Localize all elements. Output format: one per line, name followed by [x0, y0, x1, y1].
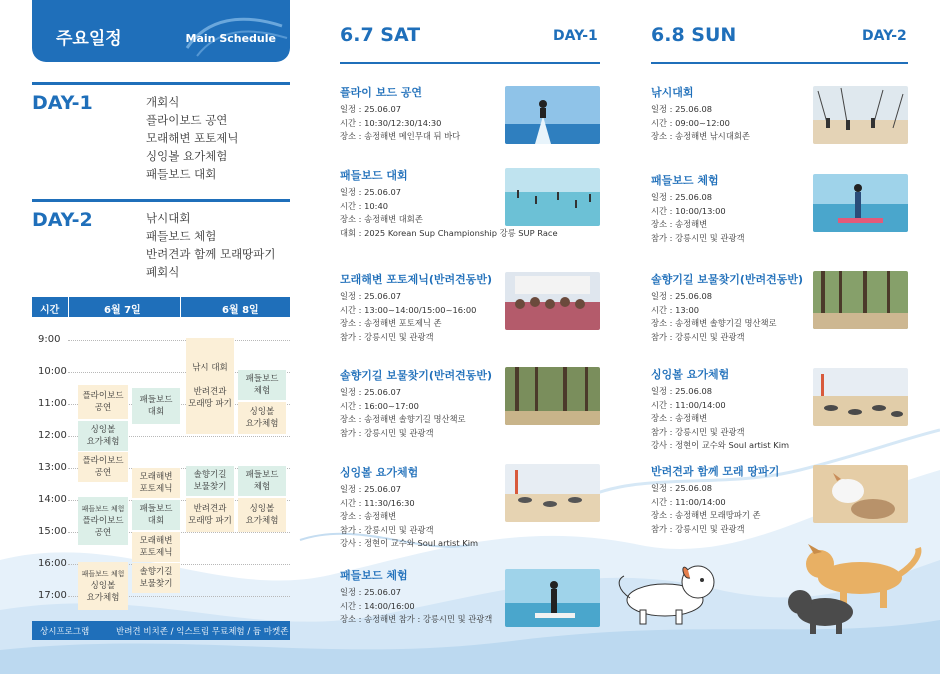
- time-label: 10:00: [38, 366, 67, 377]
- treasure-hunt-photo: [505, 367, 600, 425]
- event-title: 플라이 보드 공연: [340, 86, 423, 99]
- footer-label: 상시프로그램: [40, 627, 90, 637]
- schedule-block: 패들보드 대회: [132, 500, 180, 530]
- treasure-hunt-photo: [813, 271, 908, 329]
- event-card: 반려견과 함께 모래 땅파기 일정 : 25.06.08 시간 : 11:00/14:00 장소 : 송정해변 모래땅파기 존 참가 : 강릉시민 및 관광객: [651, 465, 780, 534]
- list-item: 패들보드 대회: [146, 167, 217, 181]
- list-item: 개회식: [146, 95, 180, 109]
- dog-illustration: [780, 540, 930, 640]
- schedule-header-tab: [32, 0, 290, 62]
- header-title-en: Main Schedule: [185, 32, 276, 45]
- schedule-block: 모래해변 포토제닉: [132, 532, 180, 562]
- time-label: 13:00: [38, 462, 67, 473]
- event-card: 패들보드 체험 일정 : 25.06.07 시간 : 14:00/16:00 장소 : 송정해변 참가 : 강릉시민 및 관광객: [340, 569, 493, 624]
- schedule-block: 솔향기길 보물찾기: [186, 466, 234, 496]
- schedule-block: 솔향기길 보물찾기: [132, 563, 180, 593]
- overview-day2-label: DAY-2: [32, 209, 93, 231]
- paddleboard-experience-photo: [505, 569, 600, 627]
- event-card: 패들보드 대회 일정 : 25.06.07 시간 : 10:40 장소 : 송정해변 대회존 대회 : 2025 Korean Sup Championship 강릉 SUP Race: [340, 169, 558, 238]
- day1-date: 6.7 SAT: [340, 24, 421, 46]
- list-item: 반려견과 함께 모래땅파기: [146, 247, 276, 261]
- event-title: 싱잉볼 요가체험: [651, 368, 730, 381]
- footer-items: 반려견 비치존 / 익스트림 무료체험 / 듐 마켓존: [116, 627, 289, 637]
- schedule-block: 플라이보드 공연: [78, 452, 128, 482]
- divider: [32, 199, 290, 202]
- timetable-head-day1: 6월 7일: [104, 305, 141, 316]
- schedule-block: 반려견과 모래땅 파기: [186, 498, 234, 532]
- timetable-footer: [32, 621, 290, 640]
- event-title: 패들보드 대회: [340, 169, 408, 182]
- list-item: 플라이보드 공연: [146, 113, 228, 127]
- event-card: 싱잉볼 요가체험 일정 : 25.06.08 시간 : 11:00/14:00 장소 : 송정해변 참가 : 강릉시민 및 관광객 강사 : 정현이 교수와 Soul artist Kim: [651, 368, 790, 450]
- event-title: 솔향기길 보물찾기(반려견동반): [651, 273, 804, 286]
- schedule-block: 낚시 대회 반려견과 모래땅 파기: [186, 338, 234, 434]
- fishing-photo: [813, 86, 908, 144]
- day2-tag: DAY-2: [862, 28, 907, 44]
- event-card: 싱잉볼 요가체험 일정 : 25.06.07 시간 : 11:30/16:30 장소 : 송정해변 참가 : 강릉시민 및 관광객 강사 : 정현이 교수와 Soul artist Kim: [340, 466, 479, 548]
- time-label: 12:00: [38, 430, 67, 441]
- event-card: 낚시대회 일정 : 25.06.08 시간 : 09:00~12:00 장소 : 송정해변 낚시대회존: [651, 86, 750, 141]
- schedule-block: 패들보드 대회: [132, 388, 180, 424]
- schedule-block: 싱잉볼 요가체험: [78, 421, 128, 451]
- list-item: 모래해변 포토제닉: [146, 131, 239, 145]
- event-card: 패들보드 체험 일정 : 25.06.08 시간 : 10:00/13:00 장소 : 송정해변 참가 : 강릉시민 및 관광객: [651, 174, 745, 243]
- event-title: 싱잉볼 요가체험: [340, 466, 419, 479]
- overview-day2-list: [146, 209, 276, 281]
- schedule-block: 패들보드 체험 플라이보드 공연: [78, 497, 128, 545]
- paddleboard-race-photo: [505, 168, 600, 226]
- schedule-block: 패들보드 체험: [238, 466, 286, 496]
- photogenic-photo: [505, 272, 600, 330]
- divider: [651, 62, 908, 64]
- timetable-head-time: 시간: [40, 305, 60, 316]
- overview-day1-list: [146, 93, 239, 183]
- timetable-header: [32, 297, 290, 317]
- schedule-block: 플라이보드 공연: [78, 385, 128, 419]
- event-card: 솔향기길 보물찾기(반려견동반) 일정 : 25.06.07 시간 : 16:00~17:00 장소 : 송정해변 솔향기길 명산책로 참가 : 강릉시민 및 관광객: [340, 369, 493, 438]
- dog-illustration: [610, 540, 730, 630]
- header-title-ko: 주요일정: [56, 29, 122, 49]
- divider: [340, 62, 600, 64]
- day1-tag: DAY-1: [553, 28, 598, 44]
- time-label: 9:00: [38, 334, 61, 345]
- event-title: 모래해변 포토제닉(반려견동반): [340, 273, 493, 286]
- event-title: 패들보드 체험: [340, 569, 408, 582]
- schedule-block: 패들보드 체험: [238, 370, 286, 400]
- schedule-block: 싱잉볼 요가체험: [238, 402, 286, 434]
- divider: [32, 82, 290, 85]
- event-title: 패들보드 체험: [651, 174, 719, 187]
- time-label: 11:00: [38, 398, 67, 409]
- list-item: 패들보드 체험: [146, 229, 217, 243]
- list-item: 싱잉볼 요가체험: [146, 149, 228, 163]
- time-label: 15:00: [38, 526, 67, 537]
- event-title: 솔향기길 보물찾기(반려견동반): [340, 369, 493, 382]
- event-card: 솔향기길 보물찾기(반려견동반) 일정 : 25.06.08 시간 : 13:00 장소 : 송정해변 솔향기길 명산책로 참가 : 강릉시민 및 관광객: [651, 273, 804, 342]
- schedule-block: 모래해변 포토제닉: [132, 468, 180, 498]
- dog-digging-photo: [813, 465, 908, 523]
- event-title: 낚시대회: [651, 86, 694, 99]
- event-card: 모래해변 포토제닉(반려견동반) 일정 : 25.06.07 시간 : 13:00~14:00/15:00~16:00 장소 : 송정해변 포토제닉 존 참가 : 강릉시민 및 관광객: [340, 273, 493, 342]
- event-title: 반려견과 함께 모래 땅파기: [651, 465, 780, 478]
- yoga-photo: [505, 464, 600, 522]
- time-label: 14:00: [38, 494, 67, 505]
- day2-date: 6.8 SUN: [651, 24, 737, 46]
- overview-day1-label: DAY-1: [32, 92, 93, 114]
- time-label: 16:00: [38, 558, 67, 569]
- list-item: 폐회식: [146, 265, 180, 279]
- time-label: 17:00: [38, 590, 67, 601]
- schedule-block: 싱잉볼 요가체험: [238, 498, 286, 532]
- yoga-photo: [813, 368, 908, 426]
- timetable-head-day2: 6월 8일: [222, 305, 259, 316]
- flyboard-photo: [505, 86, 600, 144]
- list-item: 낚시대회: [146, 211, 191, 225]
- event-card: 플라이 보드 공연 일정 : 25.06.07 시간 : 10:30/12:30/14:30 장소 : 송정해변 메인무대 뒤 바다: [340, 86, 461, 141]
- paddleboard-experience-photo: [813, 174, 908, 232]
- schedule-block: 패들보드 체험 싱잉볼 요가체험: [78, 562, 128, 610]
